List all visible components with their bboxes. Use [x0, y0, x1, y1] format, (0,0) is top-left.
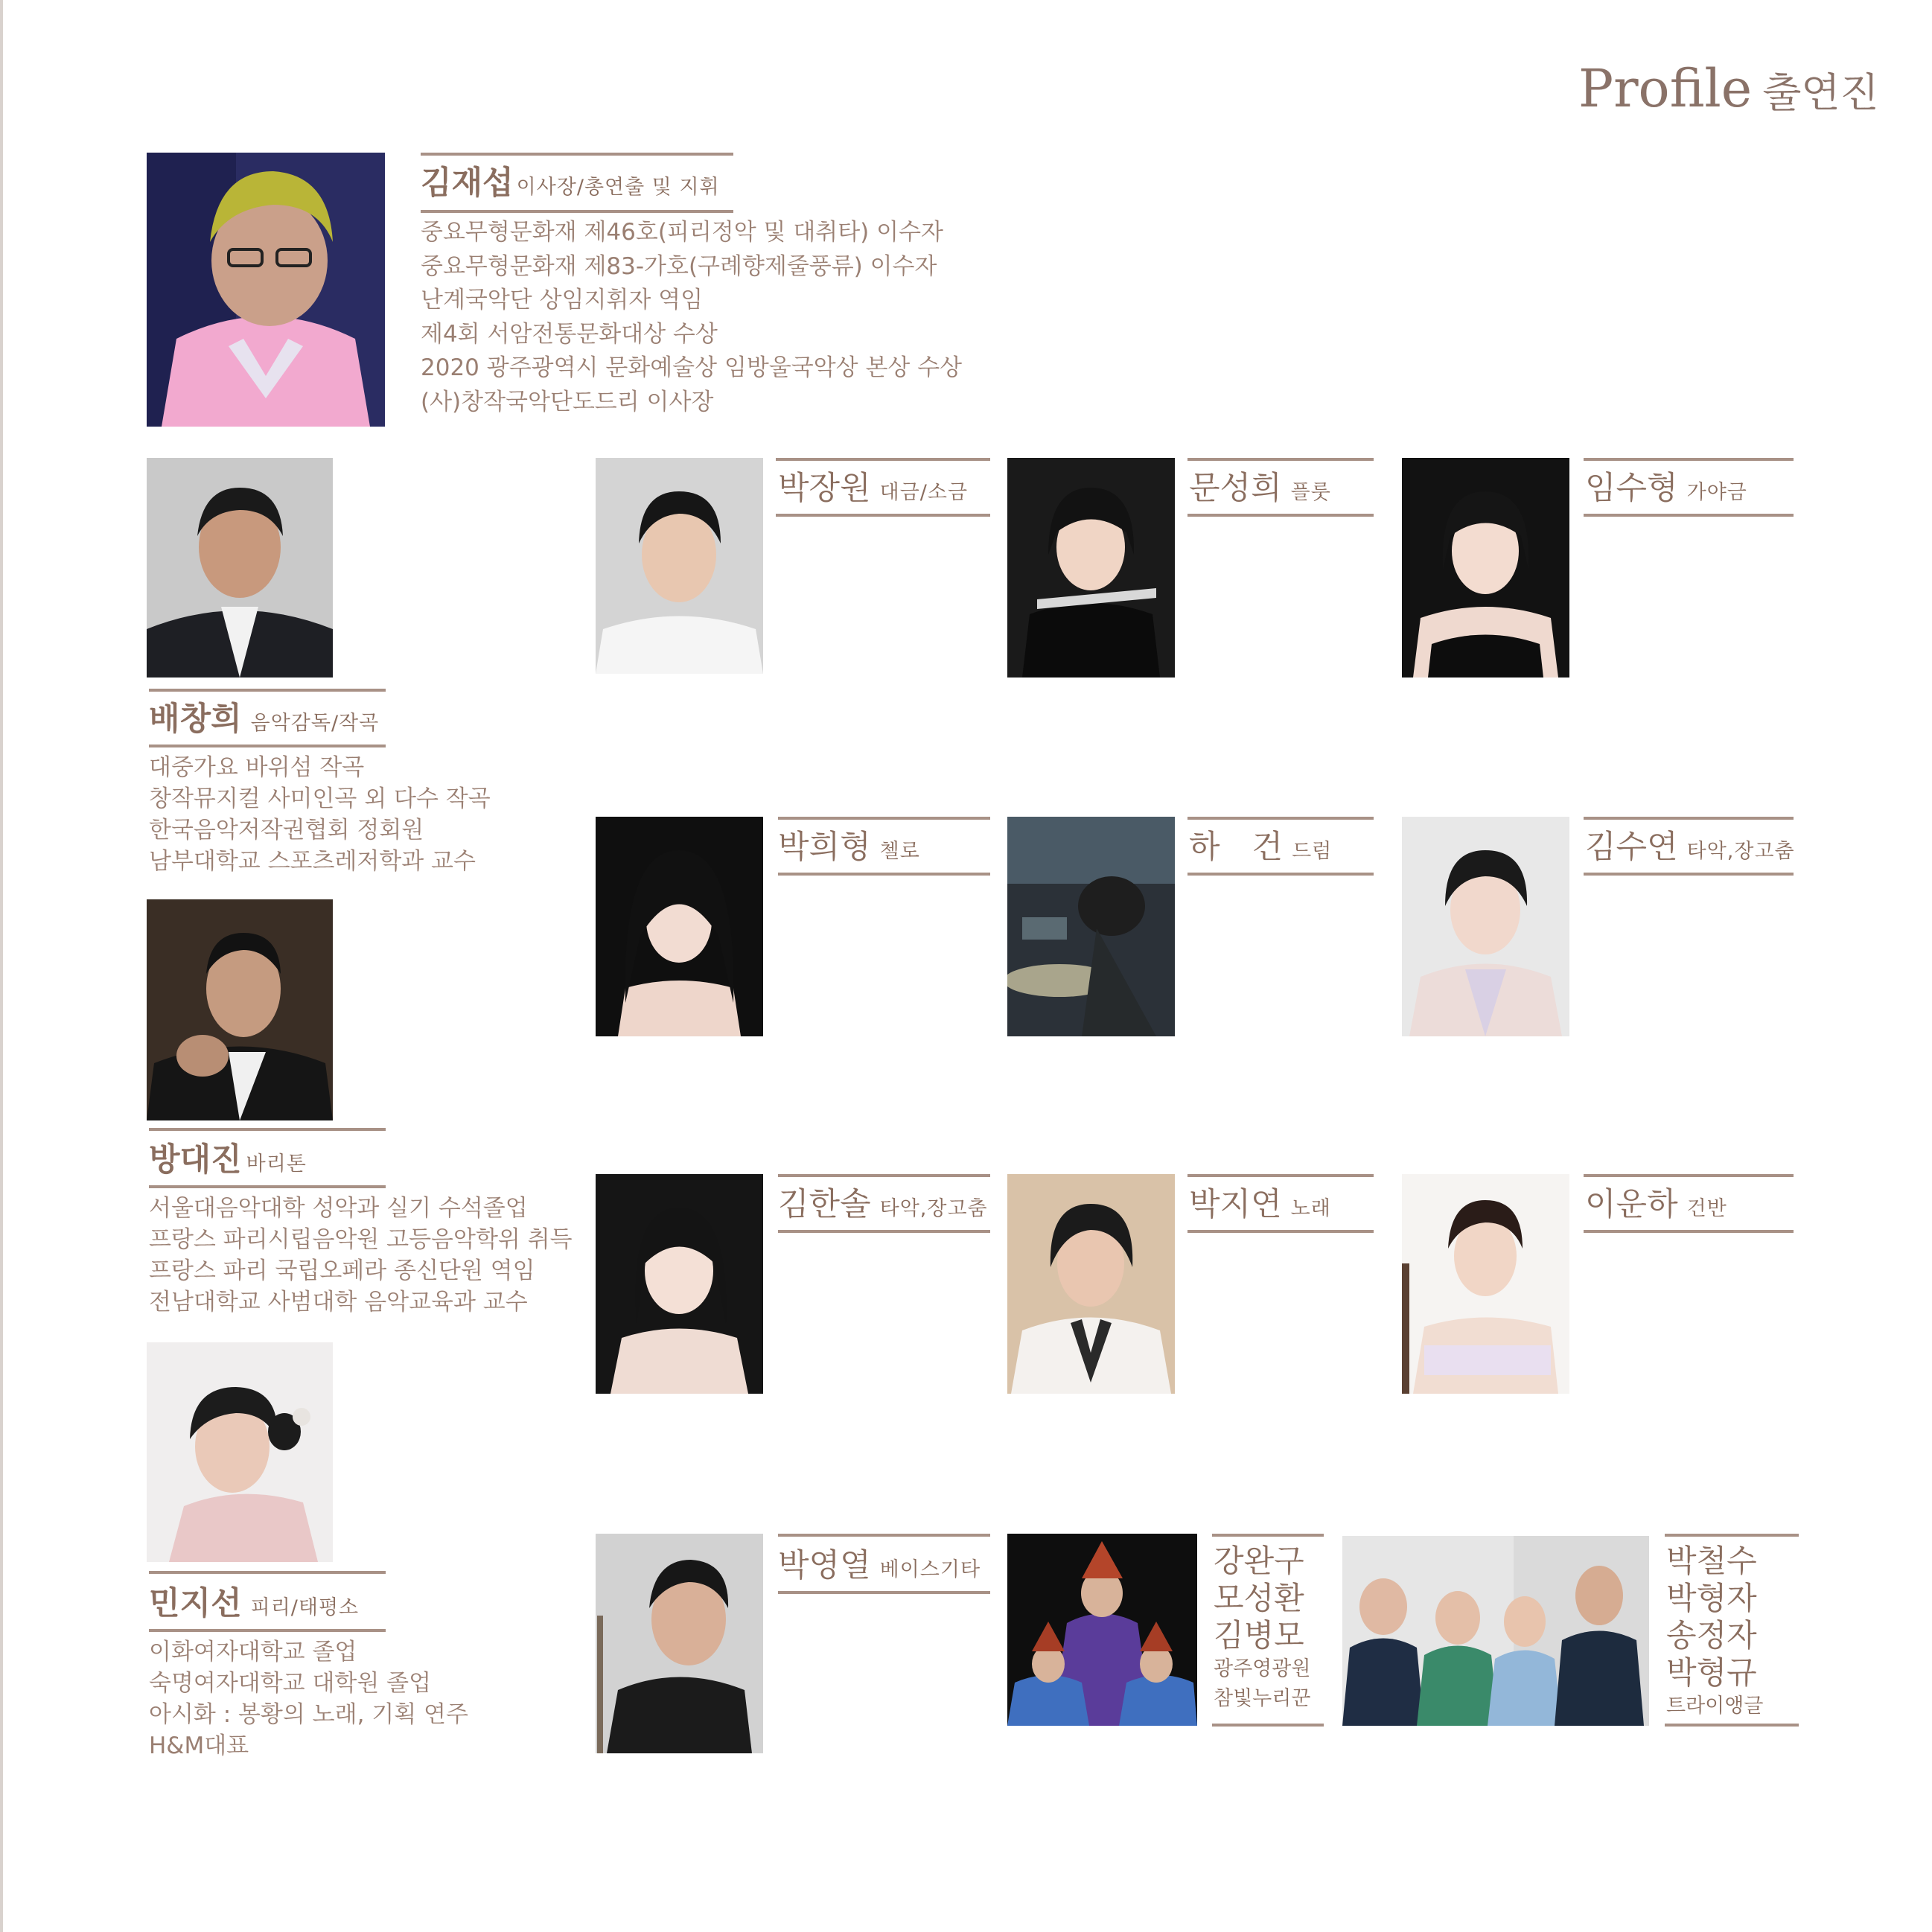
group-name: 트라이앵글	[1666, 1695, 1764, 1718]
profile-name-2	[149, 1585, 360, 1622]
career-line: 한국음악저작권협회 정회원	[149, 817, 424, 844]
profile-name-text: 민지선	[149, 1585, 242, 1622]
profile-rule-bottom-2	[149, 1629, 386, 1632]
career-line: 프랑스 파리 국립오페라 종신단원 역임	[149, 1257, 535, 1284]
performer-name-text: 하 건	[1189, 829, 1284, 866]
performer-rule-top-1	[1187, 458, 1374, 461]
group-rule-bottom-0	[1212, 1724, 1324, 1727]
page-title-en: Profile	[1578, 58, 1753, 119]
performer-rule-top-6	[778, 1174, 990, 1177]
career-line: 창작뮤지컬 사미인곡 외 다수 작곡	[149, 785, 491, 812]
performer-name-text: 김한솔	[778, 1186, 871, 1223]
profile-rule-bottom-1	[149, 1185, 386, 1188]
performer-rule-bottom-9	[778, 1591, 990, 1594]
group-name: 광주영광원	[1214, 1657, 1311, 1680]
profile-photo-2	[147, 1342, 333, 1562]
career-line: 난계국악단 상임지휘자 역임	[421, 287, 704, 314]
performer-name-text: 박희형	[778, 829, 871, 866]
performer-name-6	[778, 1186, 988, 1223]
performer-photo-0	[596, 458, 763, 674]
performer-name-1	[1189, 470, 1331, 507]
performer-rule-top-4	[1187, 817, 1374, 820]
performer-rule-bottom-8	[1584, 1230, 1794, 1233]
performer-name-0	[778, 470, 969, 507]
group-photo-0	[1007, 1534, 1197, 1726]
group-member: 박철수	[1666, 1543, 1757, 1579]
career-line: 중요무형문화재 제83-가호(구례향제줄풍류) 이수자	[421, 252, 937, 280]
page-edge	[0, 0, 3, 1932]
profile-rule-top-2	[149, 1571, 386, 1574]
group-text-1	[1666, 1543, 1763, 1721]
performer-name-2	[1585, 470, 1747, 507]
performer-photo-8	[1402, 1174, 1569, 1394]
page-title-ko: 출연진	[1762, 69, 1879, 116]
director-rule-bottom	[421, 210, 733, 213]
career-line: 2020 광주광역시 문화예술상 임방울국악상 본상 수상	[421, 354, 963, 382]
performer-role: 베이스기타	[879, 1558, 981, 1581]
performer-rule-top-8	[1584, 1174, 1794, 1177]
performer-rule-bottom-3	[778, 873, 990, 876]
profile-rule-top-1	[149, 1128, 386, 1131]
career-line: 아시화 : 봉황의 노래, 기획 연주	[149, 1701, 468, 1728]
career-line: 남부대학교 스포츠레저학과 교수	[149, 848, 476, 875]
performer-photo-4	[1007, 817, 1175, 1036]
performer-rule-bottom-6	[778, 1230, 990, 1233]
career-line: 숙명여자대학교 대학원 졸업	[149, 1670, 432, 1697]
performer-rule-top-3	[778, 817, 990, 820]
career-line: 전남대학교 사범대학 음악교육과 교수	[149, 1289, 528, 1316]
performer-name-4	[1189, 829, 1333, 866]
profile-photo-1	[147, 899, 333, 1120]
group-name: 참빛누리꾼	[1214, 1687, 1311, 1710]
career-line: (사)창작국악단도드리 이사장	[421, 388, 714, 415]
director-career	[421, 216, 962, 420]
group-member: 송정자	[1666, 1617, 1757, 1654]
group-rule-top-1	[1665, 1534, 1799, 1537]
performer-photo-9	[596, 1534, 763, 1753]
profile-role: 음악감독/작곡	[250, 712, 380, 735]
group-member: 강완구	[1214, 1543, 1304, 1579]
performer-name-5	[1585, 829, 1795, 866]
performer-rule-bottom-7	[1187, 1230, 1374, 1233]
group-rule-top-0	[1212, 1534, 1324, 1537]
performer-photo-7	[1007, 1174, 1175, 1394]
performer-rule-top-9	[778, 1534, 990, 1537]
director-role: 이사장/총연출 및 지휘	[516, 176, 720, 199]
performer-photo-5	[1402, 817, 1569, 1036]
performer-rule-bottom-5	[1584, 873, 1794, 876]
profile-name-text: 배창희	[149, 701, 242, 738]
profile-role: 피리/태평소	[250, 1596, 360, 1619]
performer-name-text: 박영열	[778, 1547, 871, 1584]
performer-name-text: 박지연	[1189, 1186, 1282, 1223]
career-line: 제4회 서암전통문화대상 수상	[421, 320, 718, 348]
profile-rule-top-0	[149, 689, 386, 692]
group-member: 모성환	[1214, 1580, 1304, 1616]
career-line: 중요무형문화재 제46호(피리정악 및 대취타) 이수자	[421, 219, 943, 246]
profile-career-2	[149, 1636, 468, 1762]
group-member: 박형규	[1666, 1654, 1757, 1691]
performer-role: 노래	[1290, 1197, 1331, 1220]
profile-photo-0	[147, 458, 333, 678]
group-text-0	[1214, 1543, 1310, 1714]
profile-rule-bottom-0	[149, 745, 386, 747]
performer-rule-top-5	[1584, 817, 1794, 820]
performer-rule-bottom-2	[1584, 514, 1794, 517]
performer-rule-top-0	[776, 458, 990, 461]
group-member: 박형자	[1666, 1580, 1757, 1616]
director-rule-top	[421, 153, 733, 156]
page-title	[1578, 58, 1891, 119]
profile-name-1	[149, 1141, 307, 1179]
performer-photo-3	[596, 817, 763, 1036]
profile-name-0	[149, 701, 380, 738]
group-member: 김병모	[1214, 1617, 1304, 1654]
performer-name-text: 임수형	[1585, 470, 1678, 507]
performer-role: 건반	[1686, 1197, 1727, 1220]
group-photo-1	[1342, 1536, 1649, 1726]
profile-career-1	[149, 1193, 573, 1318]
performer-rule-top-7	[1187, 1174, 1374, 1177]
performer-name-8	[1585, 1186, 1727, 1223]
profile-name-text: 방대진	[149, 1141, 242, 1179]
performer-name-text: 박장원	[778, 470, 871, 507]
performer-role: 첼로	[879, 840, 920, 863]
career-line: 대중가요 바위섬 작곡	[149, 754, 365, 781]
performer-name-text: 문성희	[1189, 470, 1282, 507]
career-line: 프랑스 파리시립음악원 고등음악학위 취득	[149, 1226, 573, 1253]
director-name	[421, 165, 720, 202]
performer-name-3	[778, 829, 920, 866]
performer-photo-6	[596, 1174, 763, 1394]
director-photo	[147, 153, 385, 427]
performer-role: 타악,장고춤	[879, 1197, 988, 1220]
performer-name-text: 이운하	[1585, 1186, 1678, 1223]
performer-role: 플룻	[1290, 481, 1331, 504]
performer-role: 가야금	[1686, 481, 1747, 504]
performer-role: 타악,장고춤	[1686, 840, 1795, 863]
profile-role: 바리톤	[246, 1152, 307, 1176]
performer-role: 대금/소금	[879, 481, 969, 504]
performer-role: 드럼	[1292, 840, 1333, 863]
performer-photo-1	[1007, 458, 1175, 678]
performer-name-7	[1189, 1186, 1331, 1223]
performer-photo-2	[1402, 458, 1569, 678]
career-line: 이화여자대학교 졸업	[149, 1639, 357, 1665]
performer-name-text: 김수연	[1585, 829, 1678, 866]
performer-rule-bottom-1	[1187, 514, 1374, 517]
profile-career-0	[149, 752, 491, 877]
performer-name-9	[778, 1547, 981, 1584]
performer-rule-top-2	[1584, 458, 1794, 461]
director-name-text: 김재섭	[421, 165, 514, 202]
group-rule-bottom-1	[1665, 1724, 1799, 1727]
performer-rule-bottom-0	[776, 514, 990, 517]
career-line: H&M대표	[149, 1732, 249, 1759]
performer-rule-bottom-4	[1187, 873, 1374, 876]
career-line: 서울대음악대학 성악과 실기 수석졸업	[149, 1195, 528, 1222]
